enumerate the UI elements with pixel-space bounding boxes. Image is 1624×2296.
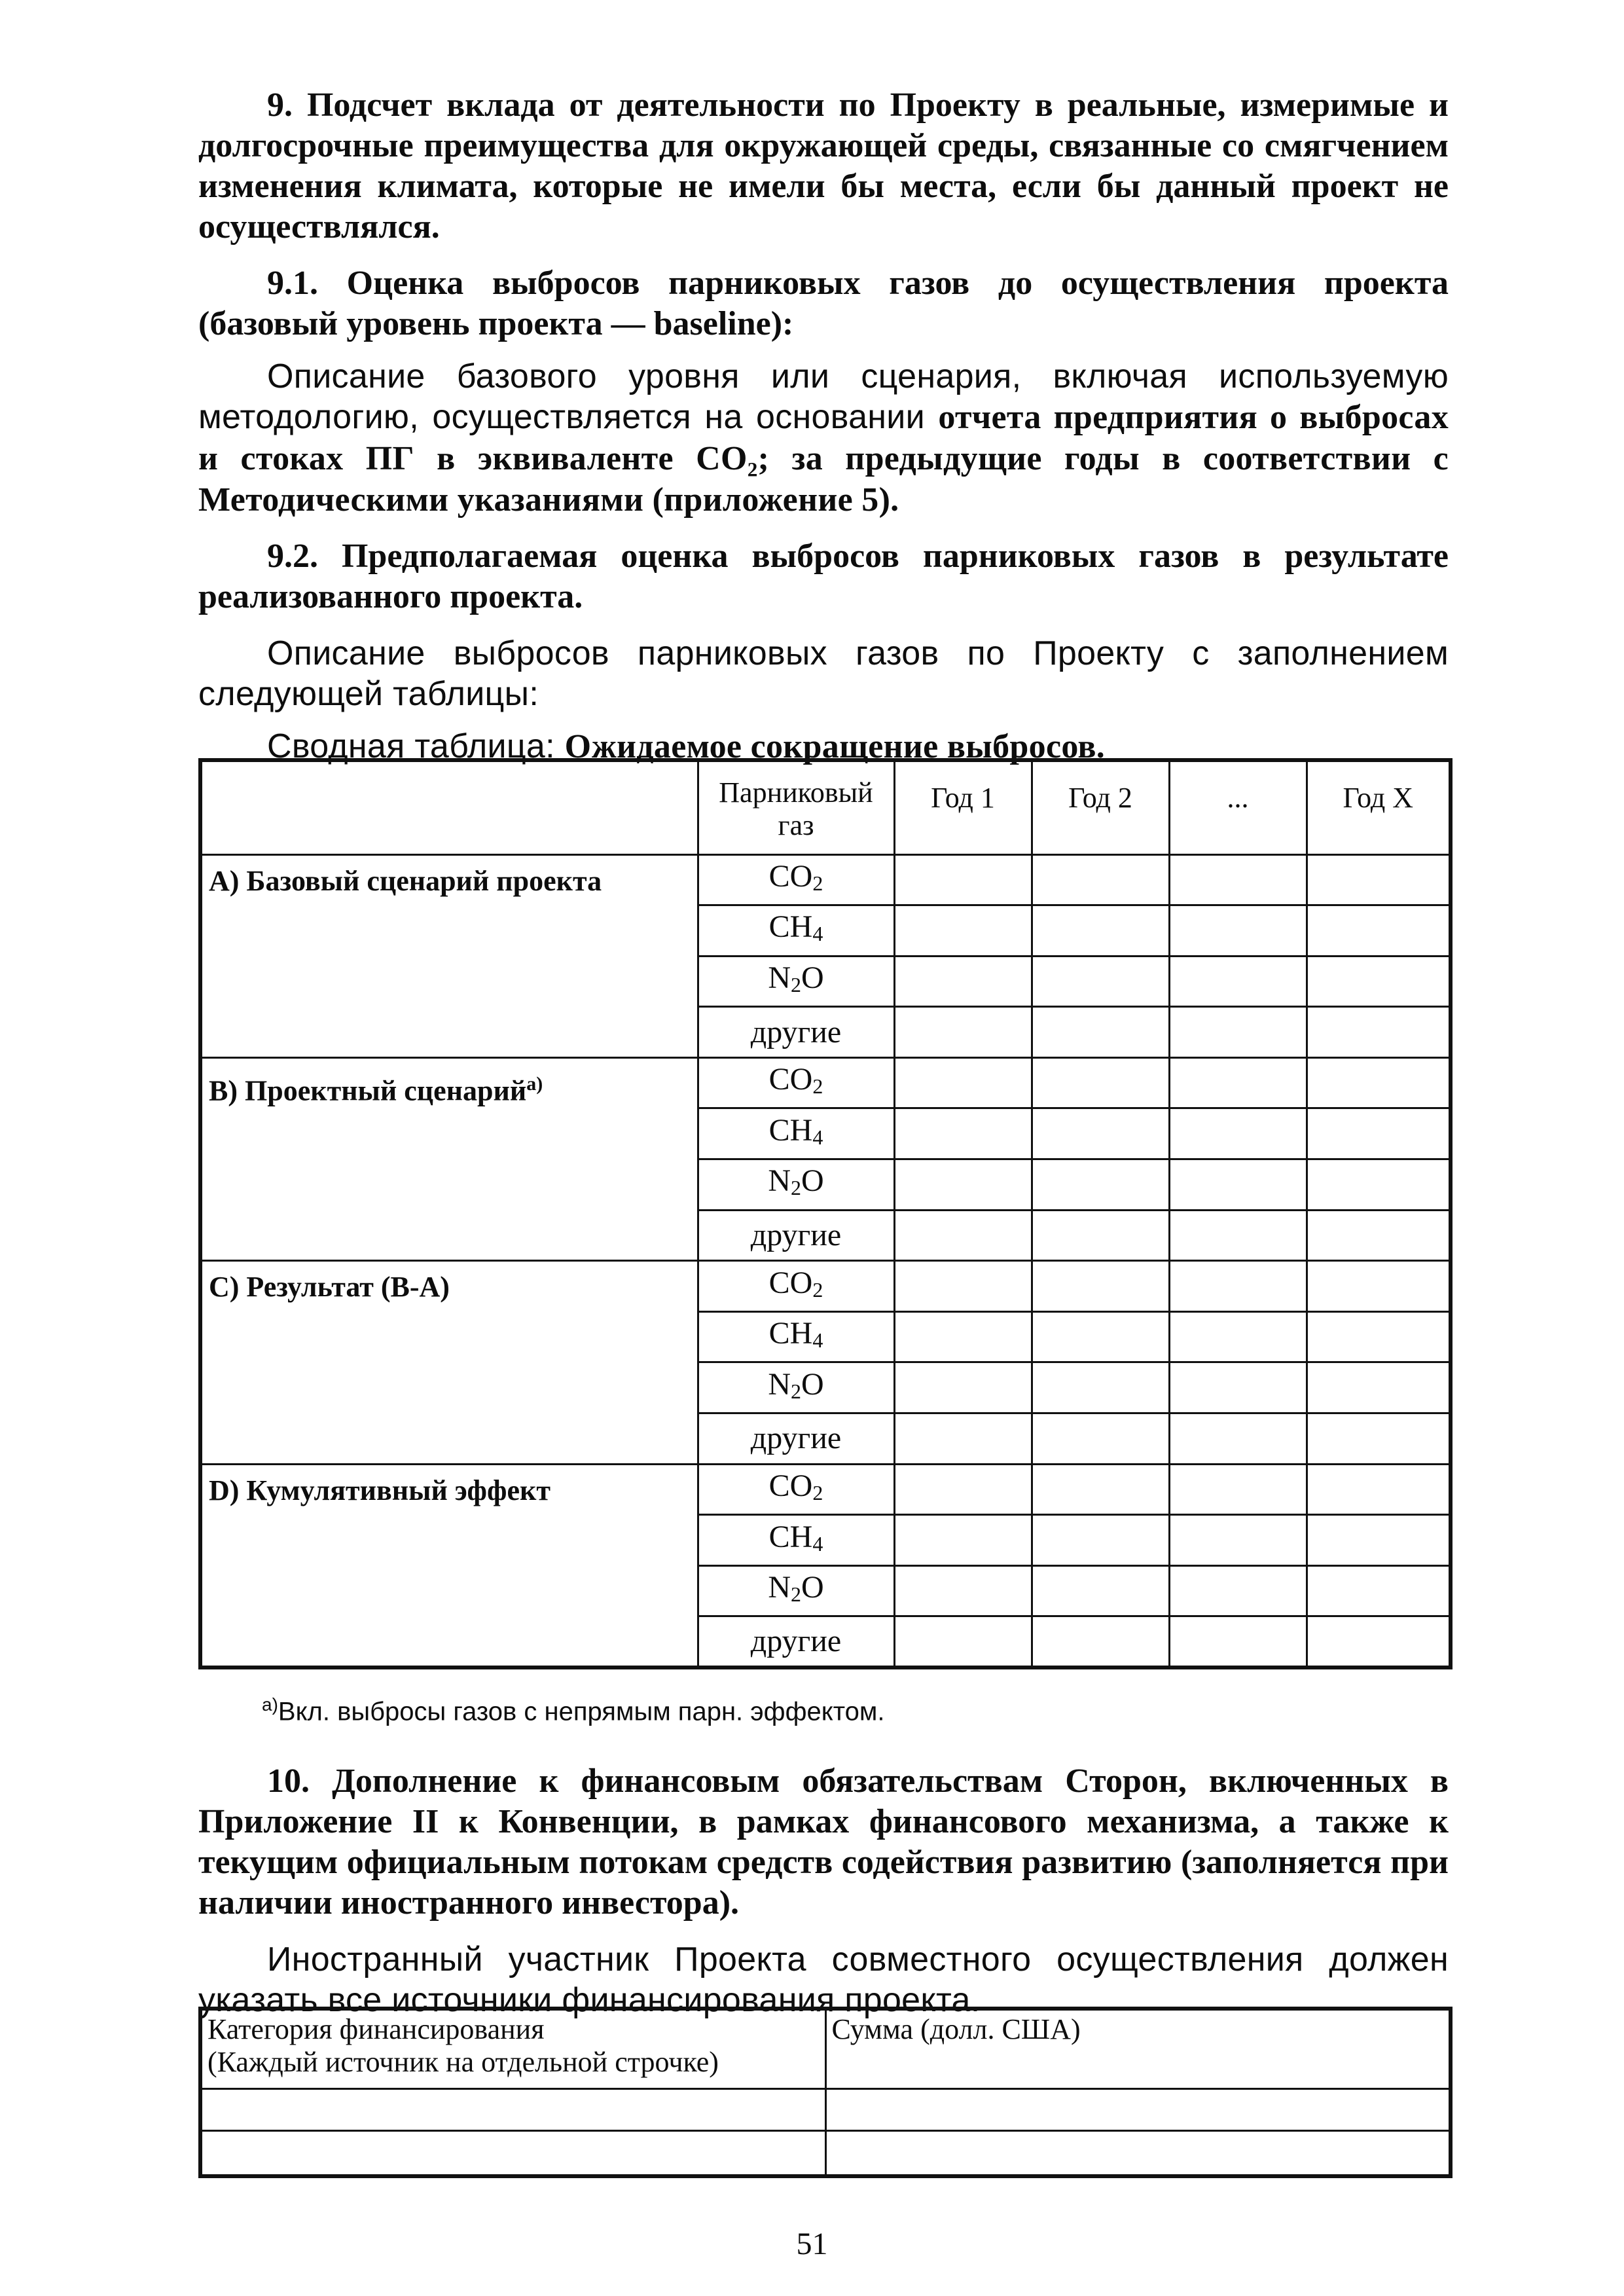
header-empty-cell bbox=[200, 760, 698, 854]
gas-subscript: 4 bbox=[812, 1125, 823, 1149]
value-cell[interactable] bbox=[894, 956, 1032, 1007]
value-cell[interactable] bbox=[1032, 1362, 1169, 1413]
finance-cell[interactable] bbox=[200, 2088, 825, 2130]
value-cell[interactable] bbox=[1032, 1210, 1169, 1261]
gas-cell bbox=[698, 1464, 894, 1515]
table-caption-plain: Сводная таблица: bbox=[267, 727, 565, 765]
emissions-table-row bbox=[200, 1057, 1451, 1108]
footnote-reference: a) bbox=[526, 1072, 543, 1095]
section-10-heading: 10. Дополнение к финансовым обязательствам Сторон, включенных в Приложение II к Конвенции, в рамках финансового механизма, а также к текущим официальным потокам средств содействия развитию (заполняется при наличии иностранного инвестора). bbox=[198, 1762, 1449, 1922]
gas-formula: N bbox=[768, 1570, 791, 1605]
value-cell[interactable] bbox=[1307, 1007, 1451, 1058]
value-cell[interactable] bbox=[1032, 1616, 1169, 1667]
value-cell[interactable] bbox=[894, 854, 1032, 905]
value-cell[interactable] bbox=[894, 1362, 1032, 1413]
gas-formula-suffix: O bbox=[801, 1570, 824, 1605]
value-cell[interactable] bbox=[1032, 1108, 1169, 1159]
footnote-mark: a) bbox=[262, 1694, 278, 1715]
gas-formula: другие bbox=[750, 1623, 842, 1658]
value-cell[interactable] bbox=[1169, 1565, 1307, 1616]
value-cell[interactable] bbox=[1307, 1515, 1451, 1566]
table-caption-bold: Ожидаемое сокращение выбросов. bbox=[564, 728, 1106, 765]
value-cell[interactable] bbox=[894, 905, 1032, 957]
value-cell[interactable] bbox=[1307, 1261, 1451, 1312]
emissions-table bbox=[198, 758, 1453, 1669]
header-cell: ... bbox=[1169, 760, 1307, 854]
gas-subscript: 4 bbox=[812, 1328, 823, 1353]
header-cell: Год 2 bbox=[1032, 760, 1169, 854]
value-cell[interactable] bbox=[1169, 1464, 1307, 1515]
value-cell[interactable] bbox=[894, 1261, 1032, 1312]
gas-formula: CH bbox=[768, 1112, 813, 1148]
gas-formula-suffix: O bbox=[801, 1366, 824, 1402]
gas-formula: CO bbox=[768, 1468, 813, 1503]
value-cell[interactable] bbox=[894, 1565, 1032, 1616]
section-9-1-text-bold: отчета предприятия о выбросах и стоках ПГ в эквиваленте CO₂; за предыдущие годы в соответствии с Методическими указаниями (приложение 5). bbox=[198, 399, 1449, 519]
gas-cell bbox=[698, 1261, 894, 1312]
header-cell: Год 1 bbox=[894, 760, 1032, 854]
value-cell[interactable] bbox=[1169, 1057, 1307, 1108]
value-cell[interactable] bbox=[894, 1007, 1032, 1058]
gas-subscript: 2 bbox=[791, 1582, 801, 1607]
gas-formula: другие bbox=[750, 1217, 842, 1252]
scenario-label bbox=[200, 1261, 698, 1464]
gas-formula: CO bbox=[768, 1265, 813, 1300]
section-9-1-text-plain: Описание базового уровня или сценария, включая используемую методологию, осуществляется на основании bbox=[198, 357, 1449, 436]
gas-subscript: 2 bbox=[791, 972, 801, 996]
emissions-table-header bbox=[200, 760, 1451, 854]
value-cell[interactable] bbox=[1307, 1210, 1451, 1261]
finance-category-title: Категория финансирования bbox=[208, 2013, 545, 2045]
gas-cell bbox=[698, 1210, 894, 1261]
value-cell[interactable] bbox=[1169, 1311, 1307, 1362]
value-cell[interactable] bbox=[1032, 1159, 1169, 1211]
section-10-text: Иностранный участник Проекта совместного осуществления должен указать все источники финансирования проекта. bbox=[198, 1941, 1449, 2019]
value-cell[interactable] bbox=[1169, 905, 1307, 957]
section-9-1-heading: 9.1. Оценка выбросов парниковых газов до осуществления проекта (базовый уровень проекта — baseline): bbox=[198, 264, 1449, 342]
finance-category-subtitle: (Каждый источник на отдельной строчке) bbox=[208, 2046, 719, 2078]
value-cell[interactable] bbox=[1032, 1413, 1169, 1465]
value-cell[interactable] bbox=[1307, 1565, 1451, 1616]
finance-table-row bbox=[200, 2088, 1451, 2130]
gas-subscript: 4 bbox=[812, 922, 823, 946]
value-cell[interactable] bbox=[1169, 1515, 1307, 1566]
gas-formula: CH bbox=[768, 1316, 813, 1351]
value-cell[interactable] bbox=[1032, 1261, 1169, 1312]
value-cell[interactable] bbox=[1307, 854, 1451, 905]
value-cell[interactable] bbox=[1169, 1108, 1307, 1159]
gas-cell bbox=[698, 1413, 894, 1465]
emissions-table-row bbox=[200, 854, 1451, 905]
gas-formula: N bbox=[768, 1163, 791, 1199]
value-cell[interactable] bbox=[1032, 1057, 1169, 1108]
scenario-label bbox=[200, 854, 698, 1057]
value-cell[interactable] bbox=[1169, 1362, 1307, 1413]
value-cell[interactable] bbox=[1169, 1210, 1307, 1261]
finance-cell[interactable] bbox=[200, 2130, 825, 2176]
value-cell[interactable] bbox=[894, 1108, 1032, 1159]
value-cell[interactable] bbox=[1169, 1413, 1307, 1465]
gas-cell bbox=[698, 1057, 894, 1108]
value-cell[interactable] bbox=[1307, 1057, 1451, 1108]
section-9-heading: 9. Подсчет вклада от деятельности по Проекту в реальные, измеримые и долгосрочные преимущества для окружающей среды, связанные со смягчением изменения климата, которые не имели бы места, если бы данный проект не осуществлялся. bbox=[198, 86, 1449, 246]
value-cell[interactable] bbox=[894, 1159, 1032, 1211]
value-cell[interactable] bbox=[1169, 1616, 1307, 1667]
value-cell[interactable] bbox=[1169, 1159, 1307, 1211]
gas-cell bbox=[698, 1362, 894, 1413]
value-cell[interactable] bbox=[894, 1057, 1032, 1108]
scenario-label-text: B) Проектный сценарий bbox=[209, 1074, 527, 1107]
value-cell[interactable] bbox=[1169, 1261, 1307, 1312]
value-cell[interactable] bbox=[1307, 1616, 1451, 1667]
value-cell[interactable] bbox=[1307, 1464, 1451, 1515]
scenario-label-text: D) Кумулятивный эффект bbox=[209, 1474, 550, 1506]
value-cell[interactable] bbox=[1169, 854, 1307, 905]
gas-subscript: 2 bbox=[812, 1074, 823, 1099]
gas-formula: CH bbox=[768, 1519, 813, 1554]
gas-subscript: 4 bbox=[812, 1531, 823, 1556]
footnote bbox=[262, 1694, 884, 1726]
gas-formula: CO bbox=[768, 858, 813, 894]
gas-formula-suffix: O bbox=[801, 1163, 824, 1199]
section-9-1-text bbox=[198, 356, 1449, 520]
value-cell[interactable] bbox=[1307, 956, 1451, 1007]
value-cell[interactable] bbox=[1307, 1108, 1451, 1159]
finance-cell[interactable] bbox=[825, 2088, 1451, 2130]
value-cell[interactable] bbox=[1032, 854, 1169, 905]
value-cell[interactable] bbox=[1307, 1311, 1451, 1362]
value-cell[interactable] bbox=[1032, 1464, 1169, 1515]
value-cell[interactable] bbox=[894, 1515, 1032, 1566]
gas-cell bbox=[698, 956, 894, 1007]
emissions-table-row bbox=[200, 1261, 1451, 1312]
section-9 bbox=[198, 85, 1449, 767]
finance-table-row bbox=[200, 2130, 1451, 2176]
finance-amount-header: Сумма (долл. США) bbox=[825, 2009, 1451, 2088]
gas-cell bbox=[698, 1515, 894, 1566]
finance-category-header bbox=[200, 2009, 825, 2088]
scenario-label bbox=[200, 1464, 698, 1667]
value-cell[interactable] bbox=[894, 1464, 1032, 1515]
footnote-text: Вкл. выбросы газов с непрямым парн. эффектом. bbox=[278, 1697, 885, 1726]
value-cell[interactable] bbox=[894, 1210, 1032, 1261]
value-cell[interactable] bbox=[1032, 1515, 1169, 1566]
gas-formula: другие bbox=[750, 1421, 842, 1456]
scenario-label-text: C) Результат (B-A) bbox=[209, 1271, 450, 1303]
value-cell[interactable] bbox=[894, 1413, 1032, 1465]
section-9-2-text: Описание выбросов парниковых газов по Проекту с заполнением следующей таблицы: bbox=[198, 634, 1449, 713]
gas-cell bbox=[698, 1565, 894, 1616]
gas-cell bbox=[698, 1311, 894, 1362]
gas-formula: N bbox=[768, 960, 791, 995]
header-cell: Год X bbox=[1307, 760, 1451, 854]
finance-cell[interactable] bbox=[825, 2130, 1451, 2176]
finance-table-header bbox=[200, 2009, 1451, 2088]
emissions-table-row bbox=[200, 1464, 1451, 1515]
gas-formula-suffix: O bbox=[801, 960, 824, 995]
gas-cell bbox=[698, 854, 894, 905]
value-cell[interactable] bbox=[1032, 956, 1169, 1007]
gas-formula: CO bbox=[768, 1062, 813, 1097]
section-10 bbox=[198, 1761, 1449, 2020]
value-cell[interactable] bbox=[894, 1616, 1032, 1667]
gas-cell bbox=[698, 1159, 894, 1211]
gas-subscript: 2 bbox=[812, 871, 823, 895]
scenario-label-text: A) Базовый сценарий проекта bbox=[209, 864, 602, 897]
value-cell[interactable] bbox=[1032, 1007, 1169, 1058]
value-cell[interactable] bbox=[1307, 1413, 1451, 1465]
header-cell: Парниковый газ bbox=[698, 760, 894, 854]
gas-cell bbox=[698, 1108, 894, 1159]
gas-formula: N bbox=[768, 1366, 791, 1402]
gas-formula: CH bbox=[768, 909, 813, 945]
value-cell[interactable] bbox=[1307, 1159, 1451, 1211]
value-cell[interactable] bbox=[1032, 905, 1169, 957]
value-cell[interactable] bbox=[1032, 1565, 1169, 1616]
value-cell[interactable] bbox=[1307, 1362, 1451, 1413]
gas-cell bbox=[698, 1616, 894, 1667]
gas-subscript: 2 bbox=[812, 1480, 823, 1504]
scenario-label bbox=[200, 1057, 698, 1260]
value-cell[interactable] bbox=[894, 1311, 1032, 1362]
gas-subscript: 2 bbox=[812, 1277, 823, 1302]
gas-cell bbox=[698, 1007, 894, 1058]
gas-cell bbox=[698, 905, 894, 957]
value-cell[interactable] bbox=[1032, 1311, 1169, 1362]
gas-formula: другие bbox=[750, 1014, 842, 1049]
gas-subscript: 2 bbox=[791, 1379, 801, 1403]
value-cell[interactable] bbox=[1169, 1007, 1307, 1058]
finance-table bbox=[198, 2007, 1453, 2178]
value-cell[interactable] bbox=[1169, 956, 1307, 1007]
section-9-2-heading: 9.2. Предполагаемая оценка выбросов парниковых газов в результате реализованного проекта. bbox=[198, 538, 1449, 615]
page-number: 51 bbox=[796, 2227, 828, 2261]
gas-subscript: 2 bbox=[791, 1176, 801, 1200]
value-cell[interactable] bbox=[1307, 905, 1451, 957]
